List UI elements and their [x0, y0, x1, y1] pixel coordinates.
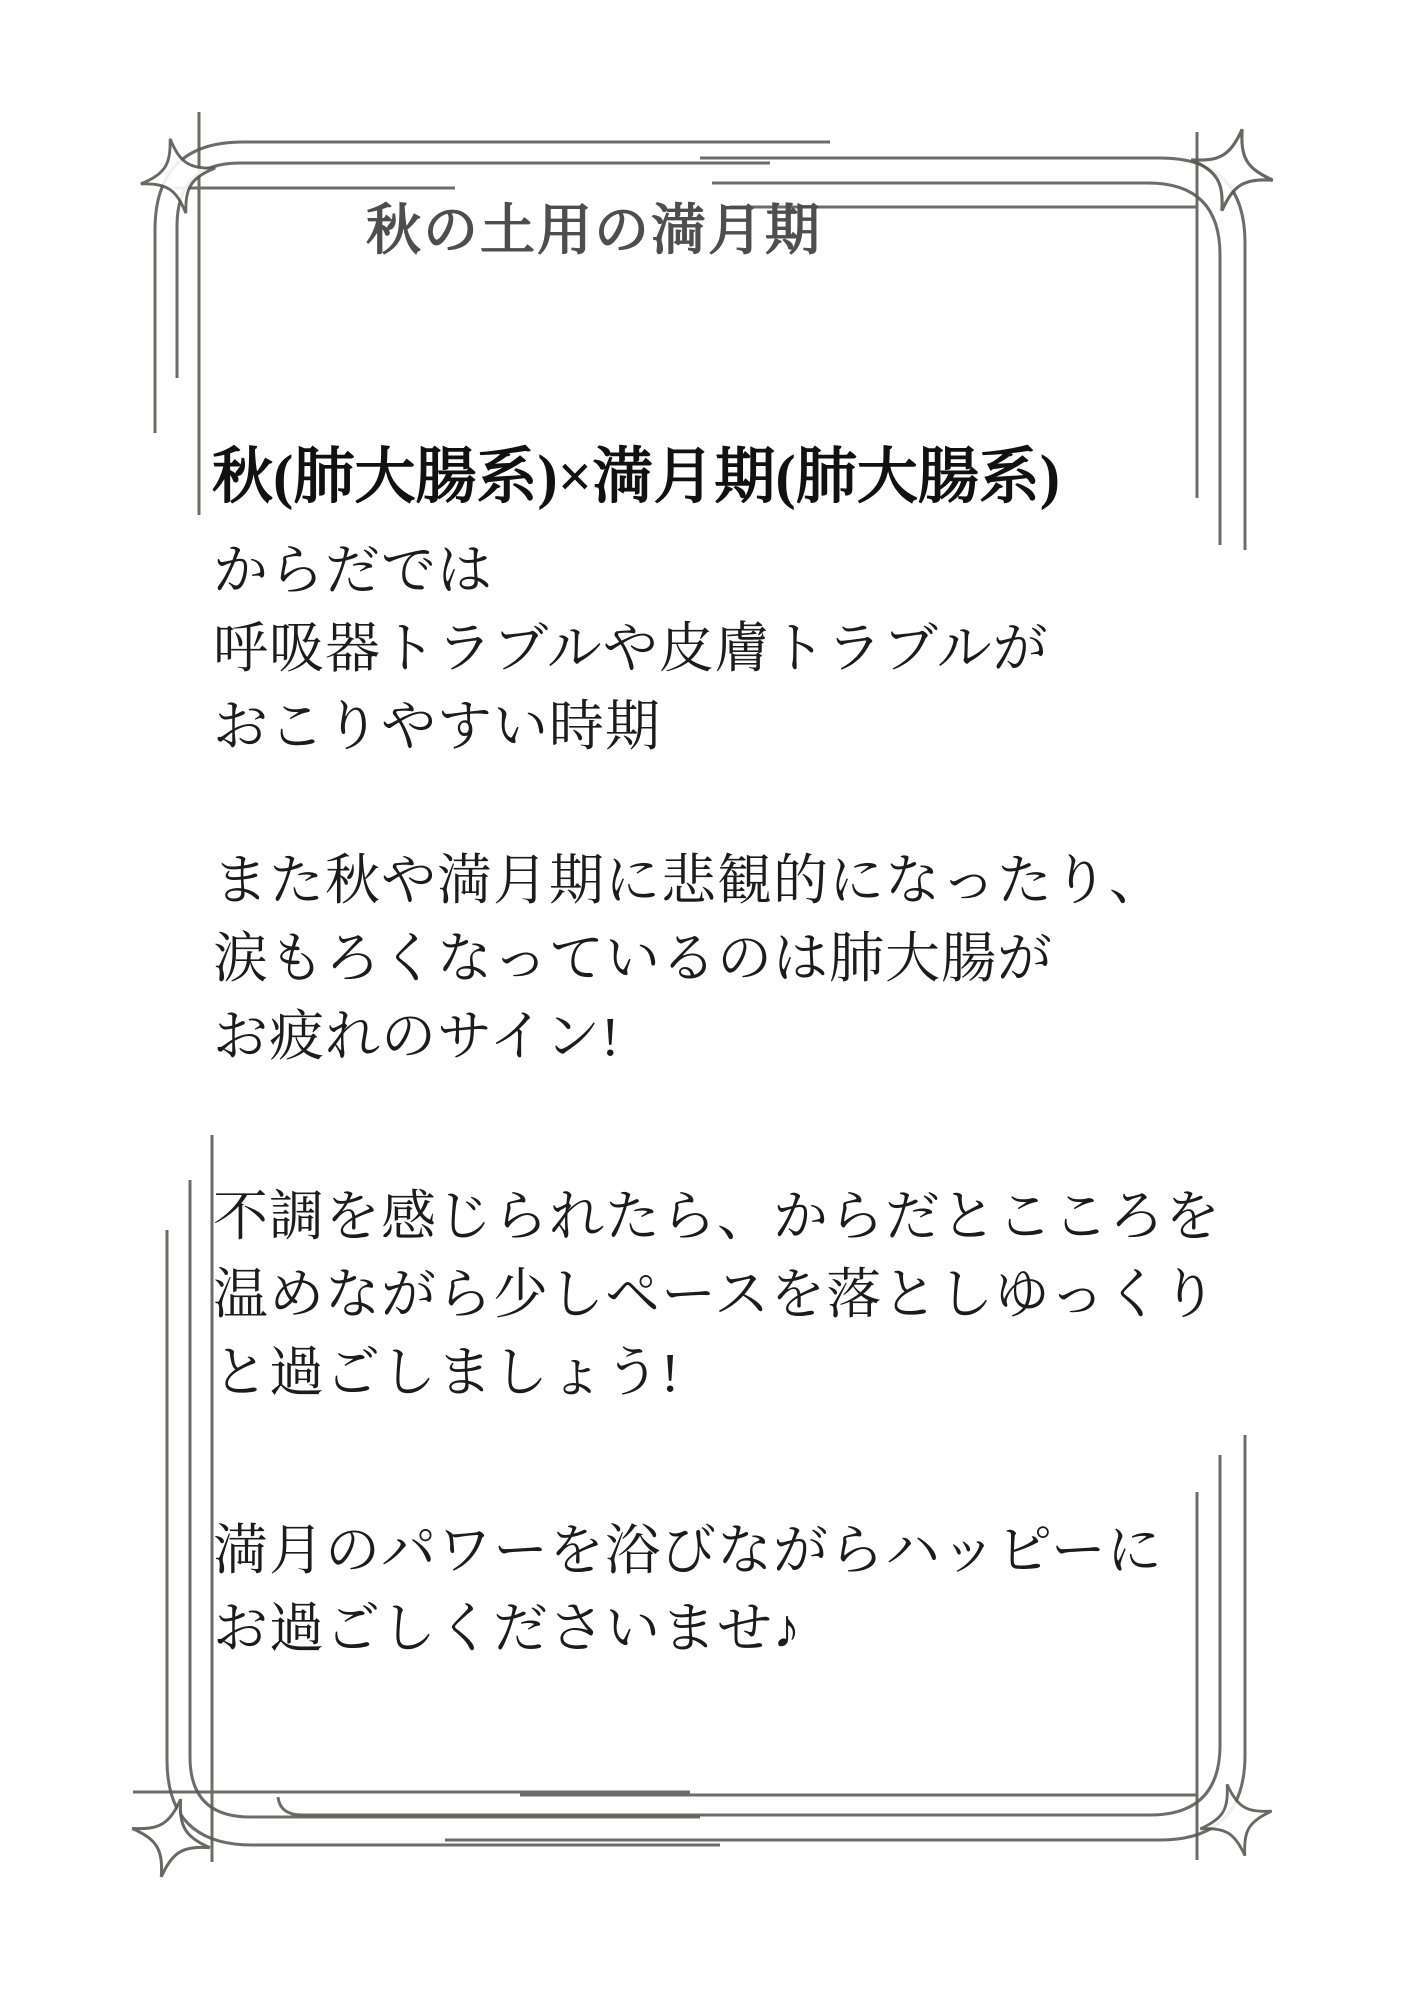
sparkle-icon-bottom-right — [1191, 1775, 1280, 1864]
text-line: 温めながら少しペースを落としゆっくり — [213, 1264, 1218, 1325]
paragraph-emotional-signs — [213, 842, 1165, 1076]
section-heading: 秋(肺大腸系)×満月期(肺大腸系) — [212, 444, 1061, 511]
text-line: と過ごしましょう! — [213, 1342, 681, 1403]
text-line: 涙もろくなっているのは肺大腸が — [213, 928, 1054, 989]
text-line: お過ごしくださいませ♪ — [213, 1598, 802, 1659]
text-line: また秋や満月期に悲観的になったり、 — [213, 850, 1166, 911]
text-line: からだでは — [213, 540, 494, 601]
paragraph-closing — [213, 1512, 1163, 1668]
paragraph-body-symptoms — [213, 532, 1049, 766]
text-line: 満月のパワーを浴びながらハッピーに — [213, 1520, 1163, 1581]
text-line: おこりやすい時期 — [213, 696, 662, 757]
text-line: お疲れのサイン! — [213, 1006, 621, 1067]
text-line: 不調を感じられたら、からだとこころを — [213, 1186, 1222, 1247]
paragraph-advice — [213, 1178, 1221, 1412]
page-title: 秋の土用の満月期 — [366, 200, 823, 261]
text-line: 呼吸器トラブルや皮膚トラブルが — [213, 618, 1049, 679]
